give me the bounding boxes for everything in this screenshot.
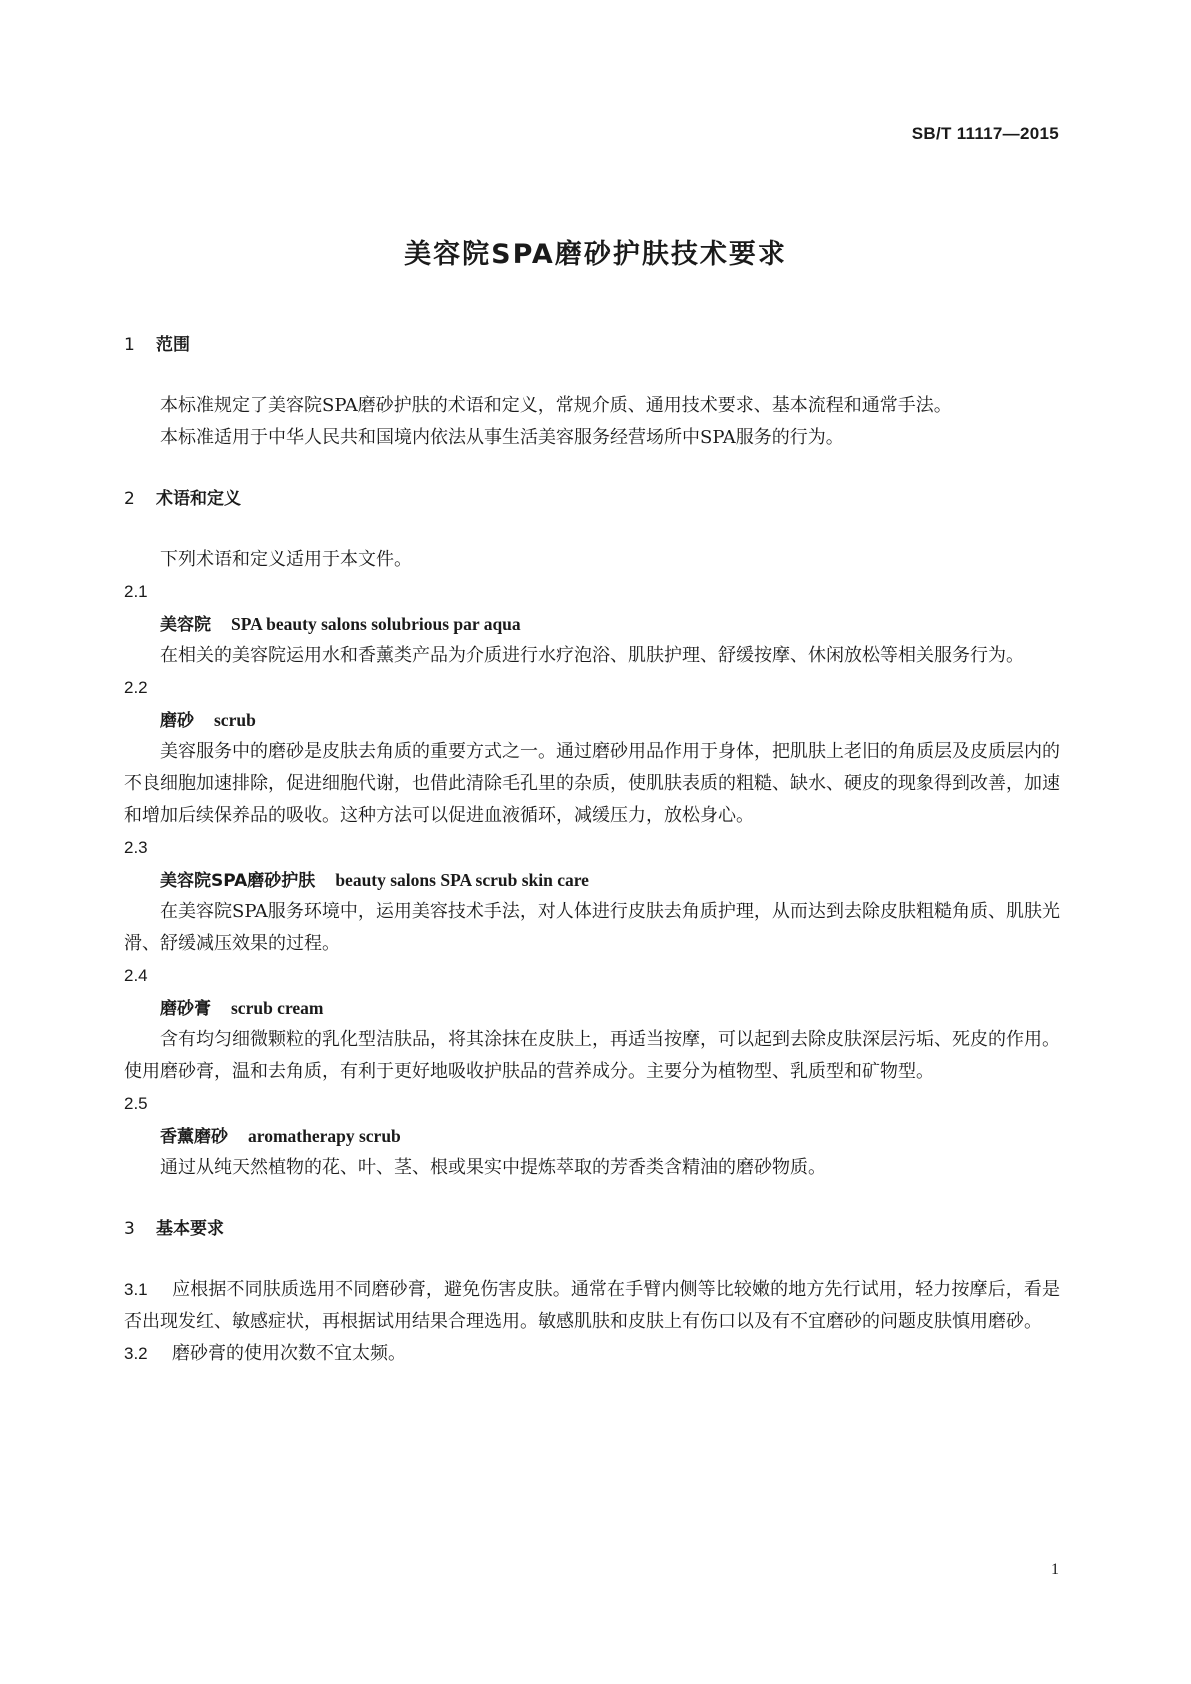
- requirement-number: 3.2: [124, 1344, 148, 1363]
- terms-intro: 下列术语和定义适用于本文件。: [160, 549, 412, 570]
- section-heading-scope: [124, 330, 1060, 360]
- section-title: 基本要求: [156, 1219, 224, 1239]
- term-heading: [124, 864, 1060, 896]
- scope-paragraph-1: 本标准规定了美容院SPA磨砂护肤的术语和定义，常规介质、通用技术要求、基本流程和通常手法。: [160, 395, 952, 416]
- document-code: SB/T 11117—2015: [911, 124, 1059, 143]
- clause-number: 2.2: [124, 678, 148, 697]
- term-en: SPA beauty salons solubrious par aqua: [231, 614, 521, 634]
- requirement-number: 3.1: [124, 1280, 148, 1299]
- term-en: aromatherapy scrub: [248, 1126, 401, 1146]
- term-en: beauty salons SPA scrub skin care: [335, 870, 589, 890]
- term-cn: 磨砂: [160, 711, 194, 731]
- requirement-item: [124, 1274, 1060, 1338]
- section-heading-terms: [124, 484, 1060, 514]
- term-definition: 在相关的美容院运用水和香薰类产品为介质进行水疗泡浴、肌肤护理、舒缓按摩、休闲放松等相关服务行为。: [160, 645, 1024, 666]
- section-heading-requirements: [124, 1214, 1060, 1244]
- term-definition: 美容服务中的磨砂是皮肤去角质的重要方式之一。通过磨砂用品作用于身体，把肌肤上老旧的角质层及皮质层内的不良细胞加速排除，促进细胞代谢，也借此清除毛孔里的杂质，使肌肤表质的粗糙、缺水、硬皮的现象得到改善，加速和增加后续保养品的吸收。这种方法可以促进血液循环，减缓压力，放松身心。: [124, 741, 1060, 826]
- document-body: [124, 330, 1060, 1370]
- section-title: 术语和定义: [156, 489, 241, 509]
- term-cn: 美容院: [160, 615, 211, 635]
- term-heading: [124, 992, 1060, 1024]
- section-title: 范围: [156, 335, 190, 355]
- scope-paragraph-2: 本标准适用于中华人民共和国境内依法从事生活美容服务经营场所中SPA服务的行为。: [160, 427, 844, 448]
- section-number: 1: [124, 335, 135, 355]
- requirement-text: 磨砂膏的使用次数不宜太频。: [172, 1343, 406, 1364]
- section-number: 3: [124, 1219, 135, 1239]
- term-en: scrub cream: [231, 998, 324, 1018]
- section-number: 2: [124, 489, 135, 509]
- term-heading: [124, 1120, 1060, 1152]
- term-heading: [124, 704, 1060, 736]
- page-number: 1: [1051, 1561, 1059, 1578]
- term-definition: 含有均匀细微颗粒的乳化型洁肤品，将其涂抹在皮肤上，再适当按摩，可以起到去除皮肤深层污垢、死皮的作用。使用磨砂膏，温和去角质，有利于更好地吸收护肤品的营养成分。主要分为植物型、乳质型和矿物型。: [124, 1029, 1060, 1082]
- requirement-text: 应根据不同肤质选用不同磨砂膏，避免伤害皮肤。通常在手臂内侧等比较嫩的地方先行试用，轻力按摩后，看是否出现发红、敏感症状，再根据试用结果合理选用。敏感肌肤和皮肤上有伤口以及有不宜磨砂的问题皮肤慎用磨砂。: [124, 1279, 1060, 1332]
- term-cn: 磨砂膏: [160, 999, 211, 1019]
- requirement-item: [124, 1338, 1060, 1370]
- term-definition: 在美容院SPA服务环境中，运用美容技术手法，对人体进行皮肤去角质护理，从而达到去除皮肤粗糙角质、肌肤光滑、舒缓减压效果的过程。: [124, 901, 1060, 954]
- term-cn: 美容院SPA磨砂护肤: [160, 871, 316, 891]
- clause-number: 2.1: [124, 582, 148, 601]
- clause-number: 2.4: [124, 966, 148, 985]
- term-cn: 香薰磨砂: [160, 1127, 228, 1147]
- term-en: scrub: [214, 710, 256, 730]
- clause-number: 2.5: [124, 1094, 148, 1113]
- term-definition: 通过从纯天然植物的花、叶、茎、根或果实中提炼萃取的芳香类含精油的磨砂物质。: [160, 1157, 826, 1178]
- clause-number: 2.3: [124, 838, 148, 857]
- document-title: 美容院SPA磨砂护肤技术要求: [404, 239, 787, 270]
- term-heading: [124, 608, 1060, 640]
